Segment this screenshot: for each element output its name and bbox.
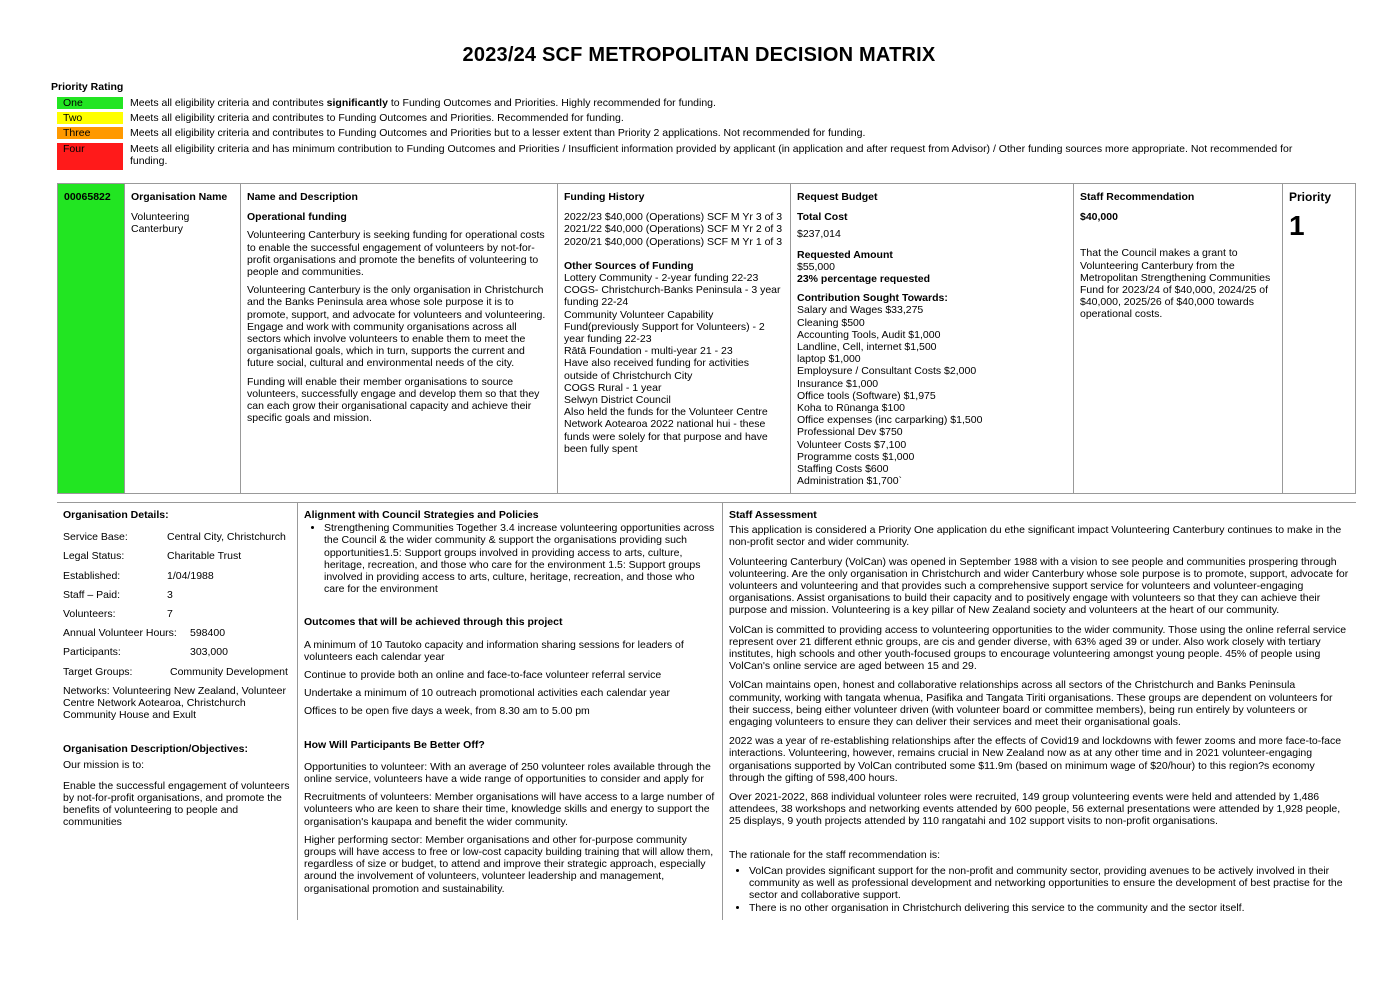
better-off-item: Opportunities to volunteer: With an average of 250 volunteer roles available through the online service, volunteers have a wide range of opportunities to consider and apply for	[304, 760, 711, 786]
staff-recommendation-header: Staff Recommendation	[1080, 191, 1195, 203]
staff-assessment-section	[723, 503, 1356, 920]
staff-recommendation-text: That the Council makes a grant to Volunteering Canterbury from the Metropolitan Strengthening Communities Fund for 2023/24 of $40,000, 2024/25 of $40,000, 2025/26 of $40,000 towards operational costs.	[1080, 247, 1271, 321]
legend-row-four	[57, 143, 1327, 170]
other-source-item: Have also received funding for activities outside of Christchurch City	[564, 357, 750, 382]
detail-row	[63, 550, 291, 562]
detail-label: Legal Status:	[63, 550, 125, 563]
priority-desc-two: Meets all eligibility criteria and contributes to Funding Outcomes and Priorities. Recommended for funding.	[130, 112, 624, 125]
better-off-item: Higher performing sector: Member organisations and other for-purpose community groups will have access to free or low-cost capacity building training that will allow them, regardless of size or budget, to attend and improve their strategic approach, especially around the involvement of volunteers, volunteer leadership and management, organisational promotion and sustainability.	[304, 833, 714, 895]
other-source-item: Also held the funds for the Volunteer Centre Network Aotearoa 2022 national hui - these funds were solely for that purpose and have been fully spent	[564, 406, 768, 455]
contribution-item: Insurance $1,000	[797, 377, 879, 390]
contribution-item: Cleaning $500	[797, 316, 865, 329]
assessment-paragraph: VolCan is committed to providing access to volunteering opportunities to the wider community. Those using the online referral service represent over 21 different ethnic groups, are cis and gender diverse, with 63% aged 39 or under. Also work closely with tertiary institutes, high schools and other youth-focused groups to encourage volunteering amongst young people. 45% of people using VolCan's online service are aged between 15 and 29.	[729, 623, 1347, 673]
contribution-item: Office expenses (inc carparking) $1,500	[797, 414, 983, 427]
funding-history-column	[558, 184, 791, 493]
detail-row	[63, 666, 291, 678]
detail-label: Volunteers:	[63, 608, 116, 621]
total-cost-value: $237,014	[797, 228, 841, 241]
other-source-item: COGS- Christchurch-Banks Peninsula - 3 year funding 22-24	[564, 284, 781, 309]
decision-matrix-row	[57, 183, 1356, 494]
priority-swatch-three: Three	[57, 127, 123, 139]
funding-history-item: 2022/23 $40,000 (Operations) SCF M Yr 3 of 3	[564, 211, 783, 224]
contribution-item: Salary and Wages $33,275	[797, 304, 924, 317]
total-cost-label: Total Cost	[797, 211, 848, 224]
request-budget-header: Request Budget	[797, 191, 878, 203]
description-paragraph: Volunteering Canterbury is the only organisation in Christchurch and the Banks Peninsula area whose sole purpose it is to promote, support, and advocate for volunteers and volunteering. Engage and work with community organisations across all sectors which involve volunteers to enable them to meet the organisational goals, which in turn, supports the current and future social, cultural and environmental needs of the city.	[247, 284, 546, 370]
detail-row	[63, 531, 291, 543]
alignment-bullet: • Strengthening Communities Together 3.4 increase volunteering opportunities across the Council & the wider community & support the organisations providing such opportunities1.5: Support groups involved in providing access to arts, culture, heritage, recreation, and those who care for the environment 1.5: Support groups involved in providing access to arts, culture, heritage, recreation, and those who care for the environment	[324, 522, 716, 595]
legend-row-three	[57, 127, 1327, 139]
funding-history-header: Funding History	[564, 191, 645, 203]
detail-value: 1/04/1988	[167, 569, 214, 582]
other-source-item: Rātā Foundation - multi-year 21 - 23	[564, 345, 733, 358]
other-source-item: COGS Rural - 1 year	[564, 381, 662, 394]
legend-row-one	[57, 97, 1327, 109]
outcome-item: Continue to provide both an online and face-to-face volunteer referral service	[304, 669, 662, 682]
name-description-column	[241, 184, 558, 493]
detail-value: 7	[167, 608, 173, 621]
priority-desc-three: Meets all eligibility criteria and contributes to Funding Outcomes and Priorities but to a lesser extent than Priority 2 applications. Not recommended for funding.	[130, 127, 866, 140]
details-section	[57, 502, 1356, 920]
contribution-item: Professional Dev $750	[797, 426, 903, 439]
contribution-item: Landline, Cell, internet $1,500	[797, 341, 937, 354]
detail-value: Community Development	[170, 665, 288, 678]
better-off-header: How Will Participants Be Better Off?	[304, 738, 485, 751]
contribution-item: Office tools (Software) $1,975	[797, 389, 936, 402]
alignment-header: Alignment with Council Strategies and Policies	[304, 509, 539, 521]
detail-label: Participants:	[63, 646, 121, 659]
contribution-item: Programme costs $1,000	[797, 450, 915, 463]
staff-recommendation-column	[1074, 184, 1283, 493]
legend-row-two	[57, 112, 1327, 124]
project-title: Operational funding	[247, 211, 347, 224]
funding-history-item: 2021/22 $40,000 (Operations) SCF M Yr 2 of 3	[564, 223, 783, 236]
org-name-header: Organisation Name	[131, 191, 228, 203]
priority-legend	[57, 97, 1327, 173]
assessment-paragraph: Over 2021-2022, 868 individual volunteer roles were recruited, 149 group volunteering events were held and attended by 1,486 attendees, 38 workshops and networking events attended by 600 people, 56 external presentations were attended by 1,928 people, 25 displays, 9 youth projects attended by 110 rangatahi and 102 support visits to non-profit organisations.	[729, 791, 1341, 828]
staff-recommended-amount: $40,000	[1080, 211, 1118, 224]
detail-row	[63, 646, 291, 658]
description-paragraph: Funding will enable their member organisations to source volunteers, successfully engage and develop them so that they can each grow their organisational capacity and achieve their specific goals and mission.	[247, 375, 540, 425]
rationale-label: The rationale for the staff recommendation is:	[729, 848, 941, 861]
contribution-item: Accounting Tools, Audit $1,000	[797, 328, 941, 341]
detail-value: Central City, Christchurch	[167, 531, 286, 544]
application-id: 00065822	[58, 184, 125, 493]
priority-swatch-one: One	[57, 97, 123, 109]
other-source-item: Community Volunteer Capability Fund(previously Support for Volunteers) - 2 year funding 22-23	[564, 308, 765, 346]
detail-label: Target Groups:	[63, 665, 133, 678]
requested-amount-label: Requested Amount	[797, 248, 893, 261]
networks-text: Networks: Volunteering New Zealand, Volunteer Centre Network Aotearoa, Christchurch Community House and Exult	[63, 684, 286, 722]
assessment-paragraph: 2022 was a year of re-establishing relationships after the effects of Covid19 and lockdowns with fewer zooms and more face-to-face interactions. Volunteering, however, remains crucial in New Zealand now as at any other time and in 2021 volunteer-engaging organisations supported by VolCan contributed some $11.9m (based on minimum wage of $20/hour) to this region?s economy through the gifting of 598,400 hours.	[729, 735, 1342, 784]
priority-desc-one: Meets all eligibility criteria and contributes significantly to Funding Outcomes and Priorities. Highly recommended for funding.	[130, 97, 716, 109]
detail-row	[63, 627, 291, 639]
other-sources-header: Other Sources of Funding	[564, 259, 694, 272]
contribution-item: Employsure / Consultant Costs $2,000	[797, 365, 977, 378]
org-name: Volunteering Canterbury	[131, 211, 190, 236]
mission-text: Enable the successful engagement of volunteers by not-for-profit organisations, and promote the benefits of volunteering to people and communities	[63, 779, 290, 829]
contribution-label: Contribution Sought Towards:	[797, 292, 948, 305]
rationale-bullet: • VolCan provides significant support for the non-profit and community sector, providing avenues to be actively involved in their community as well as professional development and networking opportunities to ensure the development of best practise for the sector and collaborative support.	[749, 865, 1350, 902]
staff-assessment-header: Staff Assessment	[729, 509, 817, 521]
detail-label: Annual Volunteer Hours:	[63, 627, 177, 640]
org-details-header: Organisation Details:	[63, 509, 169, 521]
priority-swatch-four: Four	[57, 143, 123, 170]
organisation-details	[57, 503, 298, 920]
detail-value: 303,000	[190, 646, 228, 659]
better-off-item: Recruitments of volunteers: Member organisations will have access to a large number of volunteers who are keen to share their time, knowledge skills and energy to support the organisation's kaupapa and benefit the wider community.	[304, 791, 715, 828]
organisation-column	[125, 184, 241, 493]
alignment-section	[298, 503, 723, 920]
rationale-bullet: • There is no other organisation in Christchurch delivering this service to the community and the sector itself.	[749, 902, 1350, 914]
name-description-header: Name and Description	[247, 191, 358, 203]
detail-label: Staff – Paid:	[63, 588, 121, 601]
contribution-item: laptop $1,000	[797, 353, 861, 366]
mission-label: Our mission is to:	[63, 758, 145, 771]
priority-column	[1283, 184, 1355, 493]
contribution-item: Volunteer Costs $7,100	[797, 438, 907, 451]
priority-rating-heading: Priority Rating	[51, 81, 124, 93]
contribution-item: Koha to Rūnanga $100	[797, 402, 906, 415]
org-description-header: Organisation Description/Objectives:	[63, 743, 248, 756]
detail-label: Established:	[63, 569, 121, 582]
assessment-paragraph: VolCan maintains open, honest and collaborative relationships across all sectors of the Christchurch and Banks Peninsula community, working with tangata whenua, Pasifika and Tangata Tiriti organisations. These groups are dependent on volunteers for their success, being either volunteer driven (with volunteer board or committee members), being run entirely by volunteers or engaging volunteers to ensure they can deliver their services and meet their organisational goals.	[729, 679, 1333, 729]
detail-value: 3	[167, 588, 173, 601]
detail-row	[63, 570, 291, 582]
priority-value: 1	[1289, 210, 1305, 242]
priority-desc-four: Meets all eligibility criteria and has minimum contribution to Funding Outcomes and Priorities / Insufficient information provided by applicant (in application and after request from Advisor) / Other funding sources more appropriate. Not recommended for funding.	[130, 142, 1293, 167]
contribution-item: Administration $1,700`	[797, 475, 903, 488]
outcome-item: Offices to be open five days a week, from 8.30 am to 5.00 pm	[304, 705, 590, 718]
description-paragraph: Volunteering Canterbury is seeking funding for operational costs to enable the successful engagement of volunteers by not-for-profit organisations and promote the benefits of volunteering to people and communities.	[247, 229, 545, 279]
assessment-paragraph: This application is considered a Priority One application du ethe significant impact Volunteering Canterbury continues to make in the non-profit sector and wider community.	[729, 524, 1342, 549]
detail-value: 598400	[190, 627, 226, 640]
other-source-item: Selwyn District Council	[564, 394, 671, 407]
requested-amount-value: $55,000	[797, 260, 835, 273]
request-budget-column	[791, 184, 1074, 493]
page-title: 2023/24 SCF METROPOLITAN DECISION MATRIX	[462, 44, 936, 66]
detail-label: Service Base:	[63, 531, 128, 544]
outcome-item: A minimum of 10 Tautoko capacity and information sharing sessions for leaders of volunteers each calendar year	[304, 638, 684, 663]
priority-swatch-two: Two	[57, 112, 123, 124]
requested-percentage: 23% percentage requested	[797, 273, 931, 286]
priority-header: Priority	[1289, 190, 1332, 204]
detail-value: Charitable Trust	[167, 550, 242, 563]
outcome-item: Undertake a minimum of 10 outreach promotional activities each calendar year	[304, 687, 670, 700]
contribution-item: Staffing Costs $600	[797, 463, 889, 476]
detail-row	[63, 608, 291, 620]
other-source-item: Lottery Community - 2-year funding 22-23	[564, 272, 759, 285]
funding-history-item: 2020/21 $40,000 (Operations) SCF M Yr 1 of 3	[564, 235, 783, 248]
outcomes-header: Outcomes that will be achieved through this project	[304, 616, 563, 629]
detail-row	[63, 589, 291, 601]
assessment-paragraph: Volunteering Canterbury (VolCan) was opened in September 1988 with a vision to see people and communities prospering through volunteering. Are the only organisation in Christchurch and wider Canterbury whose sole purpose is to promote, support, advocate for volunteers and volunteering and that provides such a comprehensive support service for volunteers and volunteer-engaging organisations. Assist organisations to build their capacity and to positively engage with volunteers so that they can achieve their purpose and mission. Volunteering is a key pillar of New Zealand society and volunteers at the heart of our community.	[729, 555, 1349, 617]
